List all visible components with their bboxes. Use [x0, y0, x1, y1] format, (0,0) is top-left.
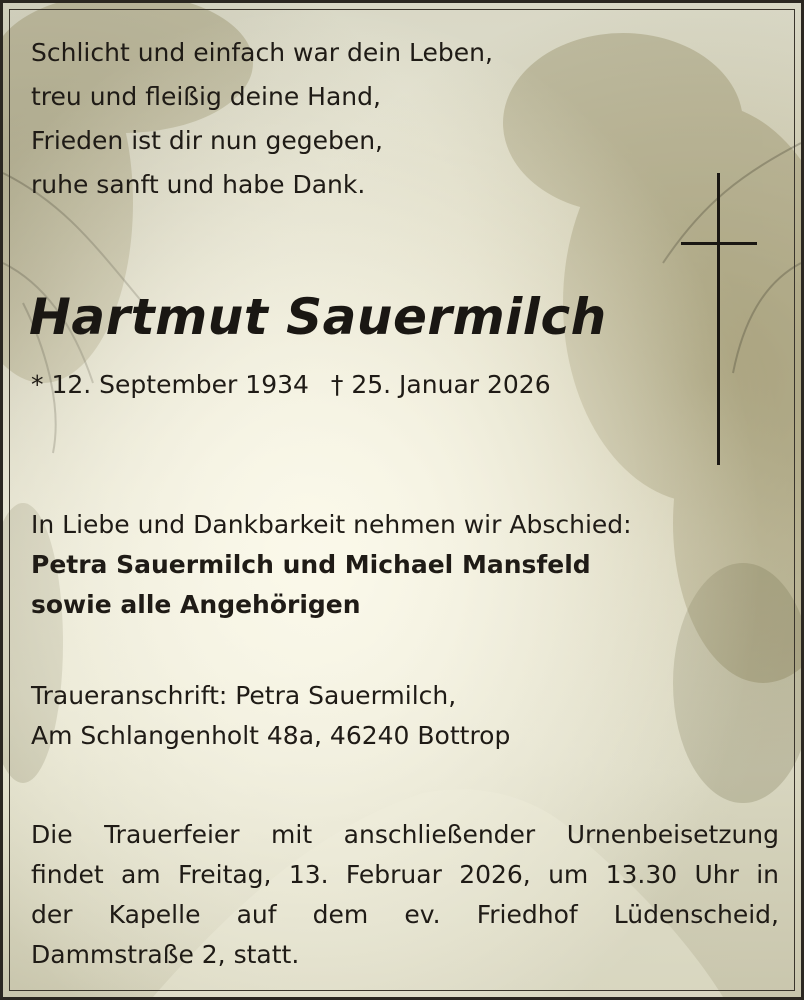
ceremony-line: findet am Freitag, 13. Februar 2026, um 13.30 Uhr in — [31, 860, 779, 889]
ceremony-details — [31, 815, 779, 975]
address-line: Am Schlangenholt 48a, 46240 Bottrop — [31, 721, 511, 750]
deceased-name: Hartmut Sauermilch — [29, 288, 607, 346]
poem-line: Frieden ist dir nun gegeben, — [31, 126, 383, 155]
life-dates — [31, 370, 551, 399]
farewell-intro: In Liebe und Dankbarkeit nehmen wir Abschied: — [31, 510, 632, 539]
address-line: Traueranschrift: Petra Sauermilch, — [31, 681, 457, 710]
mourner-others: sowie alle Angehörigen — [31, 590, 361, 619]
condolence-address — [31, 676, 510, 756]
memorial-poem — [31, 31, 493, 207]
mourners-section — [31, 505, 632, 625]
cross-icon — [717, 173, 720, 465]
poem-line: Schlicht und einfach war dein Leben, — [31, 38, 493, 67]
death-date: † 25. Januar 2026 — [330, 370, 551, 399]
birth-date: * 12. September 1934 — [31, 370, 309, 399]
mourner-names: Petra Sauermilch und Michael Mansfeld — [31, 550, 591, 579]
ceremony-line: Die Trauerfeier mit anschließender Urnenbeisetzung — [31, 820, 779, 849]
ceremony-line: Dammstraße 2, statt. — [31, 940, 300, 969]
poem-line: ruhe sanft und habe Dank. — [31, 170, 366, 199]
cross-icon-bar — [681, 242, 757, 245]
ceremony-line: der Kapelle auf dem ev. Friedhof Lüdenscheid, — [31, 900, 779, 929]
poem-line: treu und fleißig deine Hand, — [31, 82, 381, 111]
